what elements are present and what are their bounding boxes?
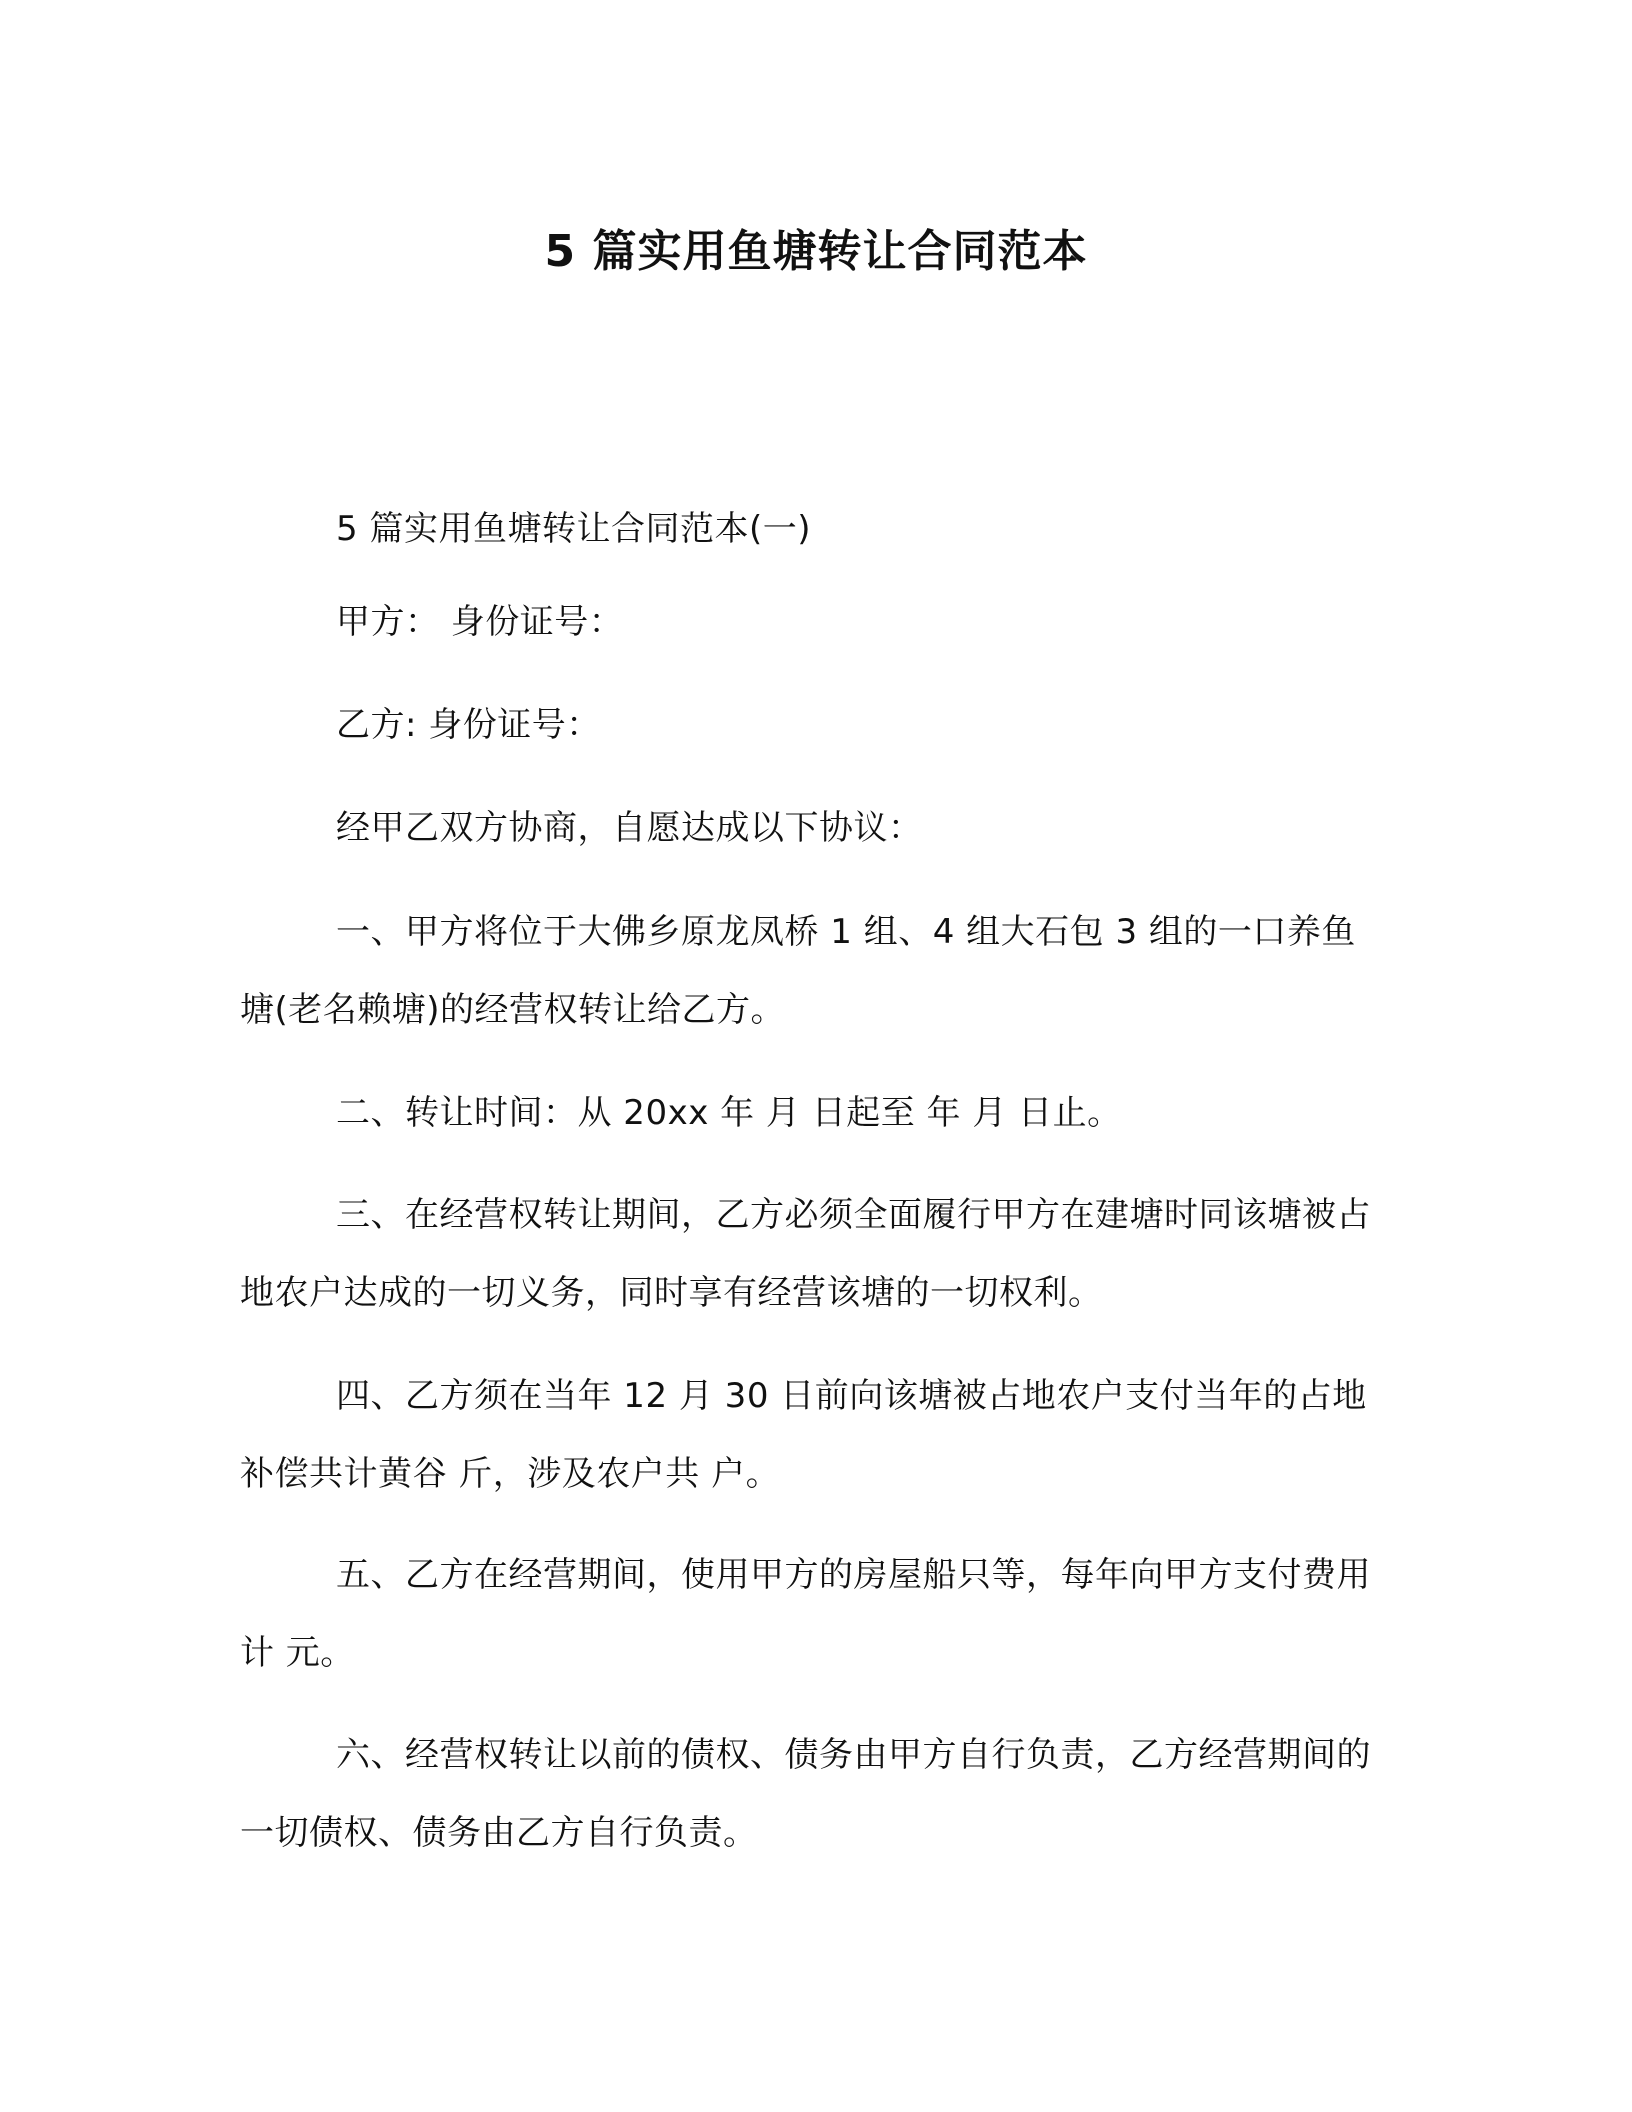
party-b-line: 乙方: 身份证号： xyxy=(336,705,601,745)
clause-5: 五、乙方在经营期间，使用甲方的房屋船只等，每年向甲方支付费用计 元。 xyxy=(240,1555,1371,1673)
party-a-line: 甲方： 身份证号： xyxy=(336,602,624,642)
clause-6: 六、经营权转让以前的债权、债务由甲方自行负责，乙方经营期间的一切债权、债务由乙方自行负责。 xyxy=(240,1735,1371,1853)
agreement-intro: 经甲乙双方协商，自愿达成以下协议： xyxy=(336,808,923,848)
document-title: 5 篇实用鱼塘转让合同范本 xyxy=(544,226,1088,277)
clause-1: 一、甲方将位于大佛乡原龙凤桥 1 组、4 组大石包 3 组的一口养鱼塘(老名赖塘)的经营权转让给乙方。 xyxy=(240,912,1356,1030)
clause-4: 四、乙方须在当年 12 月 30 日前向该塘被占地农户支付当年的占地补偿共计黄谷 斤，涉及农户共 户。 xyxy=(240,1376,1367,1494)
clause-2: 二、转让时间：从 20xx 年 月 日起至 年 月 日止。 xyxy=(336,1093,1122,1133)
contract-subtitle: 5 篇实用鱼塘转让合同范本(一) xyxy=(336,509,811,549)
clause-3: 三、在经营权转让期间，乙方必须全面履行甲方在建塘时同该塘被占地农户达成的一切义务，同时享有经营该塘的一切权利。 xyxy=(240,1195,1371,1313)
